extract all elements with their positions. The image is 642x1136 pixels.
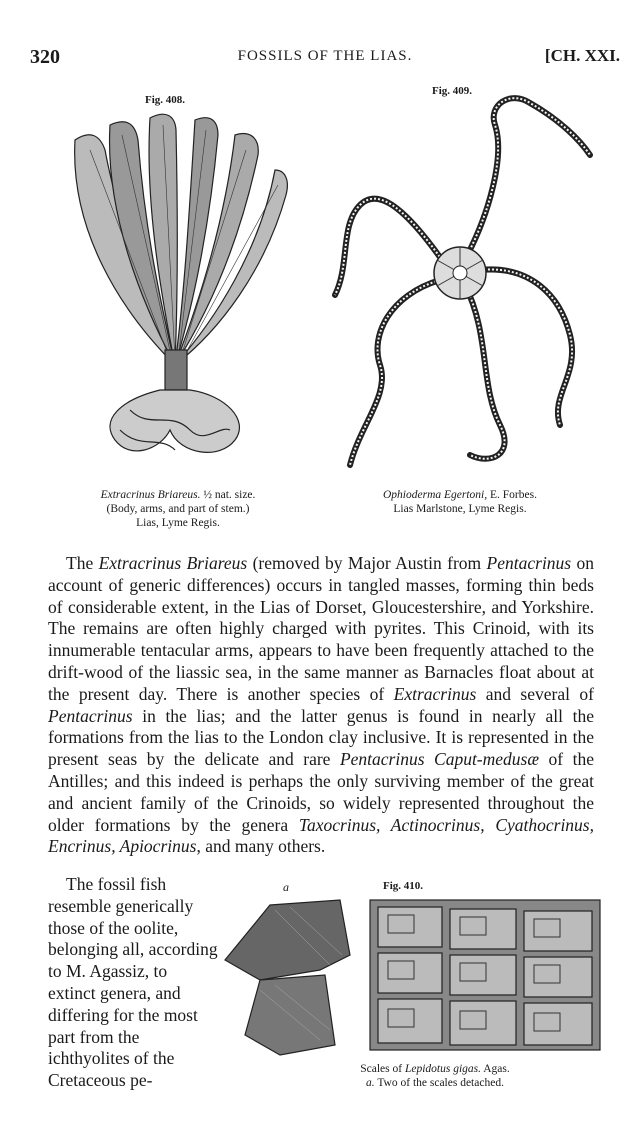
running-title: FOSSILS OF THE LIAS.: [237, 48, 413, 64]
running-header: [30, 46, 620, 72]
fig-409-caption: Ophioderma Egertoni, E. Forbes. Lias Marlstone, Lyme Regis.: [383, 489, 537, 515]
page-number: 320: [30, 46, 60, 68]
body-paragraph-2: The fossil fish resemble generically those of the oolite, belonging all, according to M. Agassiz, to extinct genera, and differing for the most part from the ichthyolites of the Cretaceous pe-: [48, 874, 218, 1091]
fig-410-letter-a: a: [283, 880, 289, 894]
fig-409-brittle-star-illustration: [330, 95, 610, 480]
fig-408-label: Fig. 408.: [145, 94, 186, 106]
body-paragraph-1: The Extracrinus Briareus (removed by Major Austin from Pentacrinus on account of generic differences) occurs in tangled masses, forming thin beds of considerable extent, in the Lias of Dorset, Gloucestershire, and Yorkshire. The remains are often highly charged with pyrites. This Crinoid, with its innumerable tentacular arms, appears to have been frequently attached to the drift-wood of the liassic sea, in the same manner as Barnacles float about at the present day. There is another species of Extracrinus and several of Pentacrinus in the lias; and the latter genus is found in nearly all the formations from the lias to the London clay inclusive. It is represented in the present seas by the delicate and rare Pentacrinus Caput-medusæ of the Antilles; and this indeed is perhaps the only surviving member of the great and ancient family of the Crinoids, so widely represented throughout the older formations by the genera Taxocrinus, Actinocrinus, Cyathocrinus, Encrinus, Apiocrinus, and many others.: [48, 553, 595, 857]
fig-410-scales-illustration: [220, 895, 610, 1055]
fig-409-label: Fig. 409.: [432, 85, 473, 97]
fig-409-species: Ophioderma Egertoni,: [383, 489, 488, 501]
fig-410-species: Lepidotus gigas.: [404, 1063, 481, 1075]
fig-408-species: Extracrinus Briareus.: [100, 489, 201, 501]
fig-410-caption: Scales of Lepidotus gigas. Agas. a. Two of the scales detached.: [360, 1063, 510, 1089]
fig-408-crinoid-illustration: [60, 110, 290, 480]
chapter-marker: [CH. XXI.: [544, 46, 620, 65]
fig-410-label: Fig. 410.: [383, 880, 424, 892]
fig-408-caption: Extracrinus Briareus. ½ nat. size. (Body, arms, and part of stem.) Lias, Lyme Regis.: [100, 489, 256, 529]
